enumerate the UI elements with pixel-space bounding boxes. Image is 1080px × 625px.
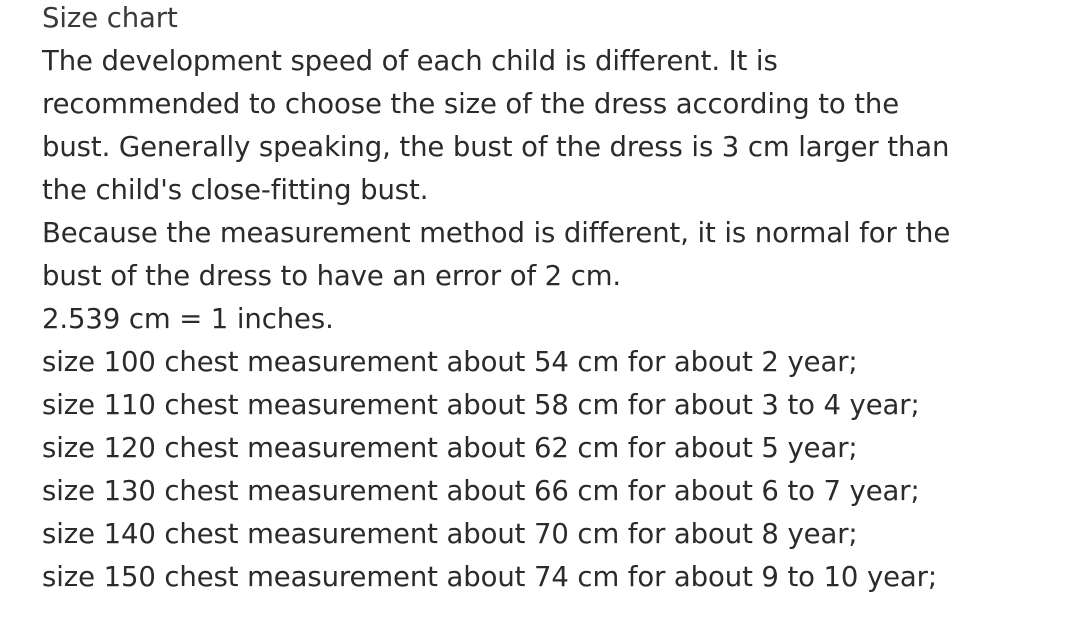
size-row-140: size 140 chest measurement about 70 cm for about 8 year; [42, 518, 858, 550]
unit-conversion: 2.539 cm = 1 inches. [42, 303, 334, 335]
size-row-130: size 130 chest measurement about 66 cm for about 6 to 7 year; [42, 475, 920, 507]
size-chart-text [42, 0, 1062, 602]
size-row-120: size 120 chest measurement about 62 cm for about 5 year; [42, 432, 858, 464]
size-list [42, 344, 1062, 602]
intro-line: The development speed of each child is different. It is [42, 45, 778, 77]
size-row-110: size 110 chest measurement about 58 cm for about 3 to 4 year; [42, 389, 920, 421]
size-row-150: size 150 chest measurement about 74 cm for about 9 to 10 year; [42, 561, 938, 593]
page-title: Size chart [42, 2, 178, 34]
size-row-100: size 100 chest measurement about 54 cm for about 2 year; [42, 346, 858, 378]
note-line: bust of the dress to have an error of 2 cm. [42, 260, 622, 292]
intro-line: the child's close-fitting bust. [42, 174, 429, 206]
intro-line: bust. Generally speaking, the bust of the dress is 3 cm larger than [42, 131, 950, 163]
note-line: Because the measurement method is different, it is normal for the [42, 217, 951, 249]
intro-line: recommended to choose the size of the dress according to the [42, 88, 900, 120]
intro-paragraph [42, 43, 1062, 215]
measurement-note [42, 215, 1062, 301]
